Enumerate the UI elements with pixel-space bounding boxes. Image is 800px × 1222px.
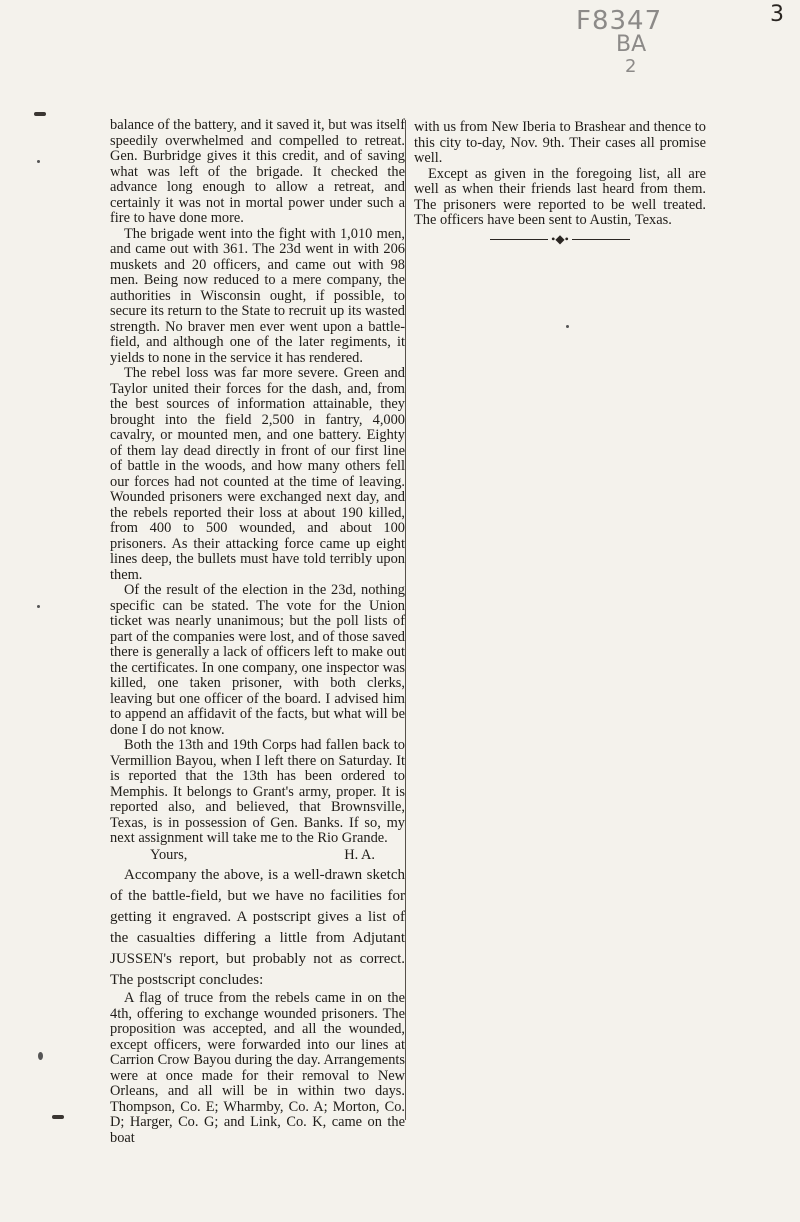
ornament-line — [572, 239, 630, 240]
paragraph: balance of the battery, and it saved it, but was itself speedily overwhelmed and compelled to retreat. Gen. Burbridge gives it this credit, and of saving what was left of the brigade. It checked the advance long enough to allow a retreat, and certainly it was not in mortal power under such a fire to have done more. — [110, 117, 405, 226]
signature-initials: H. A. — [344, 846, 375, 863]
column-rule — [405, 120, 406, 1120]
left-column — [110, 118, 405, 1146]
binding-dot — [38, 1052, 43, 1060]
binding-dot — [37, 160, 40, 163]
binding-mark-top — [34, 112, 46, 116]
ornament-glyph: •◆• — [551, 231, 569, 246]
speck — [566, 325, 569, 328]
paragraph: A flag of truce from the rebels came in on the 4th, offering to exchange wounded prisoners. The proposition was accepted, and all the wounded, except officers, were forwarded into our lines at Carrion Crow Bayou during the day. Arrangements were at once made for their removal to New Orleans, and all will be in within two days. Thompson, Co. E; Wharmby, Co. A; Morton, Co. D; Harger, Co. G; and Link, Co. K, came on the boat — [110, 990, 405, 1146]
signature-closing: Yours, — [150, 846, 188, 863]
editor-note: Accompany the above, is a well-drawn sketch of the battle-field, but we have no facilities for getting it engraved. A postscript gives a list of the casualties differing a little from Adjutant JUSSEN's report, but probably not as correct. The postscript concludes: — [110, 867, 405, 988]
right-column — [414, 120, 706, 247]
paragraph: Except as given in the foregoing list, all are well as when their friends last heard from them. The prisoners were reported to be well treated. The officers have been sent to Austin, Texas. — [414, 165, 706, 228]
binding-mark-bottom — [52, 1115, 64, 1119]
paragraph: Of the result of the election in the 23d, nothing specific can be stated. The vote for the Union ticket was nearly unanimous; but the poll lists of part of the companies were lost, and of those saved there is generally a lack of officers left to make out the certificates. In one company, one inspector was killed, one taken prisoner, with both clerks, leaving but one officer of the board. I advised him to append an affidavit of the facts, but what will be done I do not know. — [110, 582, 405, 738]
archive-sub-number: 2 — [625, 56, 637, 77]
paragraph: with us from New Iberia to Brashear and thence to this city to-day, Nov. 9th. Their cases all promise well. — [414, 119, 706, 166]
archive-id-mark: F8347 — [576, 6, 663, 36]
paragraph: The rebel loss was far more severe. Green and Taylor united their forces for the dash, and, from the best sources of information attainable, they brought into the field 2,500 in fantry, 4,000 cavalry, or mounted men, and one battery. Eighty of them lay dead directly in front of our first line of battle in the woods, and how many others fell our forces had not counted at the time of leaving. Wounded prisoners were exchanged next day, and the rebels reported their loss at about 190 killed, from 400 to 500 wounded, and about 100 prisoners. As their attacking force came up eight lines deep, the bullets must have told terribly upon them. — [110, 365, 405, 583]
archive-sub-mark: BA — [616, 32, 647, 57]
section-ornament — [414, 232, 706, 248]
paragraph: Both the 13th and 19th Corps had fallen back to Vermillion Bayou, when I left there on Saturday. It is reported that the 13th has been ordered to Memphis. It belongs to Grant's army, proper. It is reported also, and believed, that Brownsville, Texas, is in possession of Gen. Banks. If so, my next assignment will take me to the Rio Grande. — [110, 737, 405, 846]
binding-dot — [37, 605, 40, 608]
signature-line — [110, 848, 405, 864]
page-number: 3 — [770, 2, 784, 27]
ornament-line — [490, 239, 548, 240]
paragraph: The brigade went into the fight with 1,010 men, and came out with 361. The 23d went in with 206 muskets and 20 officers, and came out with 98 men. Being now reduced to a mere company, the authorities in Wisconsin ought, if possible, to secure its return to the State to recruit up its wasted strength. No braver men ever went upon a battle-field, and although one of the later regiments, it yields to none in the service it has rendered. — [110, 225, 405, 366]
